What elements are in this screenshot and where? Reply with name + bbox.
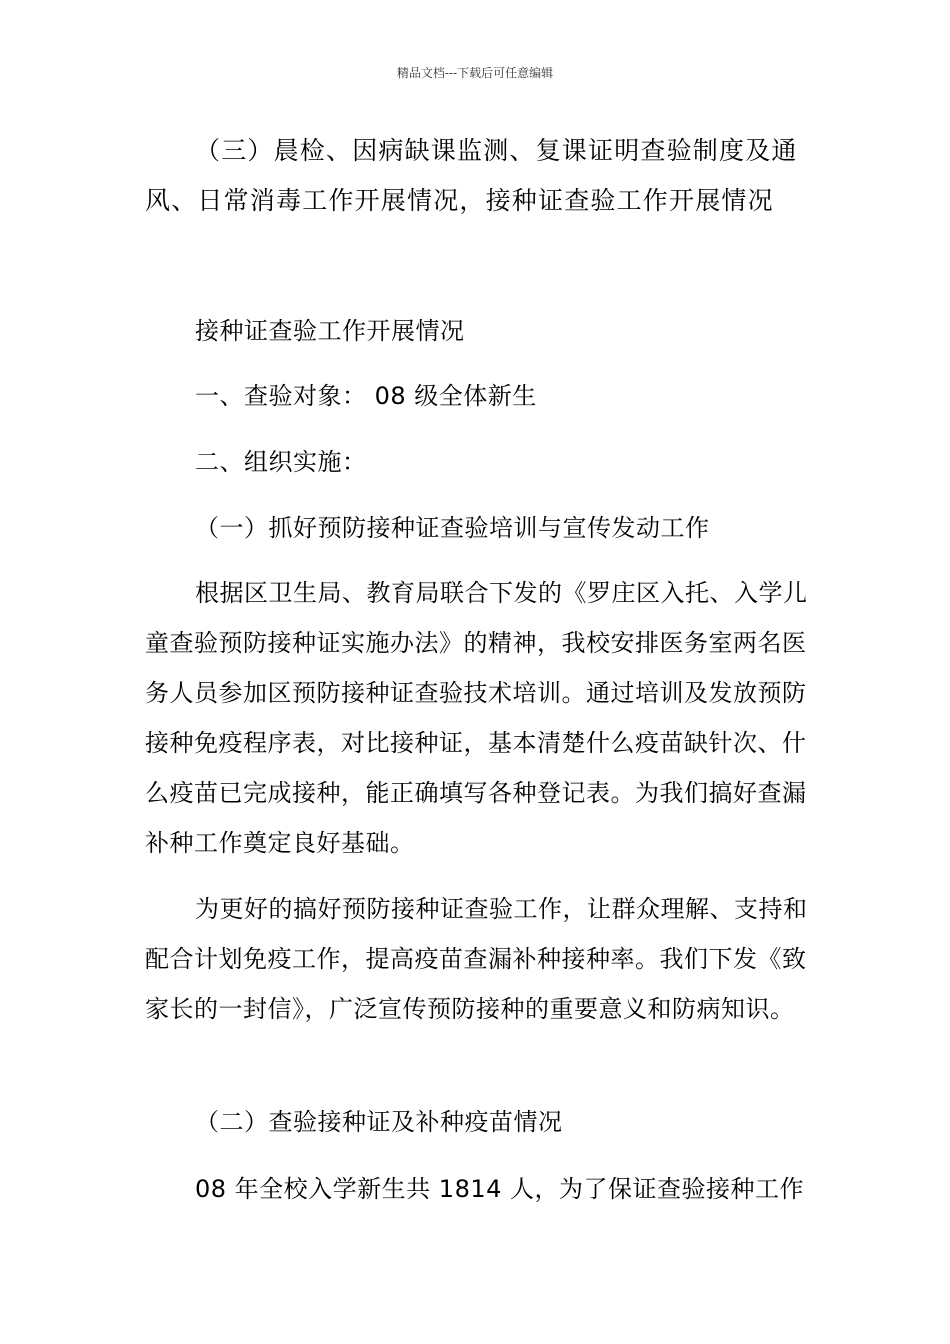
paragraph-training: 根据区卫生局、教育局联合下发的《罗庄区入托、入学儿童查验预防接种证实施办法》的精神，我校安排医务室两名医务人员参加区预防接种证查验技术培训。通过培训及发放预防接种免疫程序表，对比接种证，基本清楚什么疫苗缺针次、什么疫苗已完成接种，能正确填写各种登记表。为我们搞好查漏补种工作奠定良好基础。 xyxy=(145,579,808,857)
paragraph-statistics: 08 年全校入学新生共 1814 人，为了保证查验接种工作 xyxy=(195,1175,805,1203)
item-inspection-target: 一、查验对象： 08 级全体新生 xyxy=(195,382,537,410)
sub-heading-vaccination: （二）查验接种证及补种疫苗情况 xyxy=(195,1108,563,1136)
header-note: 精品文档---下载后可任意编辑 xyxy=(396,66,554,80)
subsection-heading: 接种证查验工作开展情况 xyxy=(195,317,465,345)
paragraph-publicity: 为更好的搞好预防接种证查验工作，让群众理解、支持和配合计划免疫工作，提高疫苗查漏补种接种率。我们下发《致家长的一封信》，广泛宣传预防接种的重要意义和防病知识。 xyxy=(145,895,808,1023)
item-organization: 二、组织实施： xyxy=(195,448,367,476)
sub-heading-training: （一）抓好预防接种证查验培训与宣传发动工作 xyxy=(195,514,710,542)
section-title: （三）晨检、因病缺课监测、复课证明查验制度及通风、日常消毒工作开展情况，接种证查验工作开展情况 xyxy=(145,136,798,215)
